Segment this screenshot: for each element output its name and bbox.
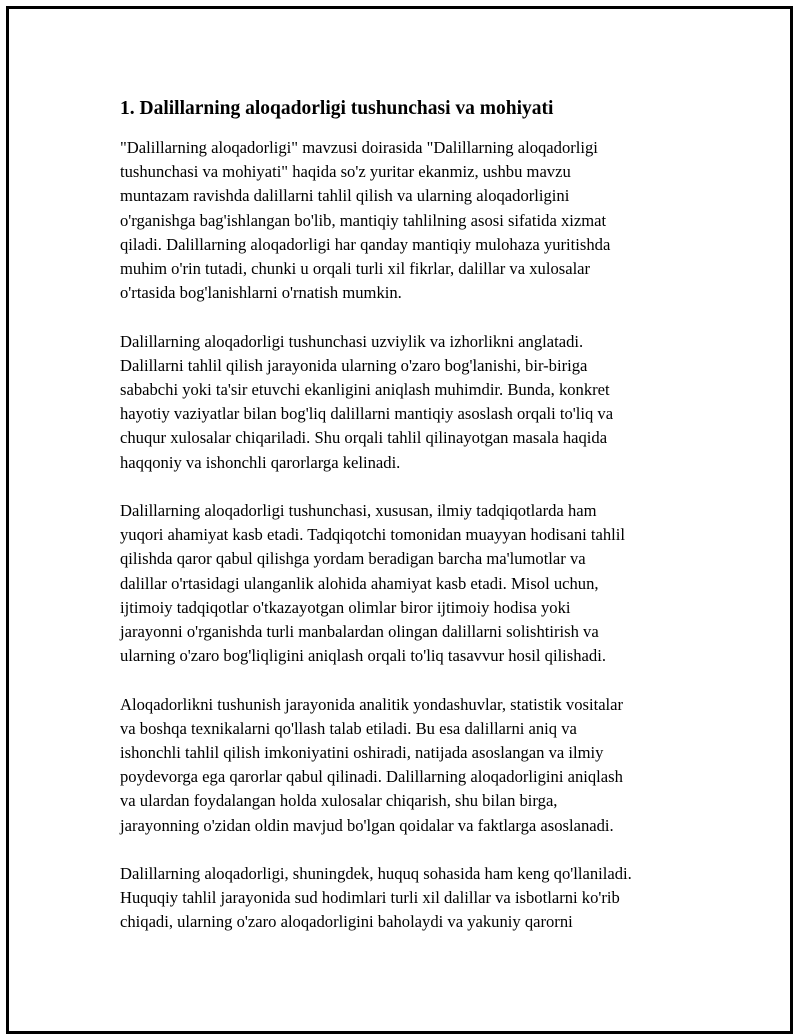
paragraph-list bbox=[120, 136, 700, 935]
paragraph bbox=[120, 693, 700, 838]
text-line: yuqori ahamiyat kasb etadi. Tadqiqotchi tomonidan muayyan hodisani tahlil bbox=[120, 525, 625, 545]
text-line: ularning o'zaro bog'liqligini aniqlash orqali to'liq tasavvur hosil qilishadi. bbox=[120, 646, 606, 666]
text-line: muhim o'rin tutadi, chunki u orqali turli xil fikrlar, dalillar va xulosalar bbox=[120, 259, 591, 279]
text-line: jarayonni o'rganishda turli manbalardan olingan dalillarni solishtirish va bbox=[120, 622, 599, 642]
text-line: o'rganishga bag'ishlangan bo'lib, mantiqiy tahlilning asosi sifatida xizmat bbox=[120, 210, 607, 230]
text-line: Dalillarning aloqadorligi tushunchasi, xususan, ilmiy tadqiqotlarda ham bbox=[120, 501, 597, 521]
paragraph bbox=[120, 330, 700, 475]
text-line: chiqadi, ularning o'zaro aloqadorligini baholaydi va yakuniy qarorni bbox=[120, 912, 573, 932]
text-line: va ulardan foydalangan holda xulosalar chiqarish, shu bilan birga, bbox=[120, 791, 558, 811]
text-line: Aloqadorlikni tushunish jarayonida analitik yondashuvlar, statistik vositalar bbox=[120, 694, 624, 714]
text-line: va boshqa texnikalarni qo'llash talab etiladi. Bu esa dalillarni aniq va bbox=[120, 718, 577, 738]
text-line: Dalillarning aloqadorligi tushunchasi uzviylik va izhorlikni anglatadi. bbox=[120, 331, 584, 351]
text-line: tushunchasi va mohiyati" haqida so'z yuritar ekanmiz, ushbu mavzu bbox=[120, 162, 571, 182]
text-line: "Dalillarning aloqadorligi" mavzusi doirasida "Dalillarning aloqadorligi bbox=[120, 138, 598, 157]
text-line: chuqur xulosalar chiqariladi. Shu orqali tahlil qilinayotgan masala haqida bbox=[120, 428, 608, 448]
section-heading: 1. Dalillarning aloqadorligi tushunchasi va mohiyati bbox=[120, 98, 554, 119]
text-line: jarayonning o'zidan oldin mavjud bo'lgan qoidalar va faktlarga asoslanadi. bbox=[120, 815, 614, 835]
text-line: Huquqiy tahlil jarayonida sud hodimlari turli xil dalillar va isbotlarni ko'rib bbox=[120, 888, 620, 908]
text-line: ishonchli tahlil qilish imkoniyatini oshiradi, natijada asoslangan va ilmiy bbox=[120, 743, 604, 763]
text-line: qiladi. Dalillarning aloqadorligi har qanday mantiqiy mulohaza yuritishda bbox=[120, 234, 611, 254]
document-body bbox=[120, 96, 700, 959]
text-line: Dalillarni tahlil qilish jarayonida ularning o'zaro bog'lanishi, bir-biriga bbox=[120, 355, 588, 375]
text-line: poydevorga ega qarorlar qabul qilinadi. Dalillarning aloqadorligini aniqlash bbox=[120, 767, 623, 787]
text-line: muntazam ravishda dalillarni tahlil qilish va ularning aloqadorligini bbox=[120, 186, 570, 206]
paragraph bbox=[120, 499, 700, 668]
text-line: haqqoniy va ishonchli qarorlarga kelinadi. bbox=[120, 452, 401, 472]
paragraph bbox=[120, 862, 700, 935]
text-line: hayotiy vaziyatlar bilan bog'liq dalillarni mantiqiy asoslash orqali to'liq va bbox=[120, 404, 614, 424]
text-line: sababchi yoki ta'sir etuvchi ekanligini aniqlash muhimdir. Bunda, konkret bbox=[120, 380, 610, 400]
text-line: dalillar o'rtasidagi ulanganlik alohida ahamiyat kasb etadi. Misol uchun, bbox=[120, 573, 599, 593]
page-frame bbox=[6, 6, 793, 1034]
text-line: Dalillarning aloqadorligi, shuningdek, huquq sohasida ham keng qo'llaniladi. bbox=[120, 864, 632, 884]
text-line: o'rtasida bog'lanishlarni o'rnatish mumkin. bbox=[120, 283, 402, 303]
paragraph bbox=[120, 136, 700, 305]
text-line: ijtimoiy tadqiqotlar o'tkazayotgan olimlar biror ijtimoiy hodisa yoki bbox=[120, 597, 571, 617]
text-line: qilishda qaror qabul qilishga yordam beradigan barcha ma'lumotlar va bbox=[120, 549, 586, 569]
